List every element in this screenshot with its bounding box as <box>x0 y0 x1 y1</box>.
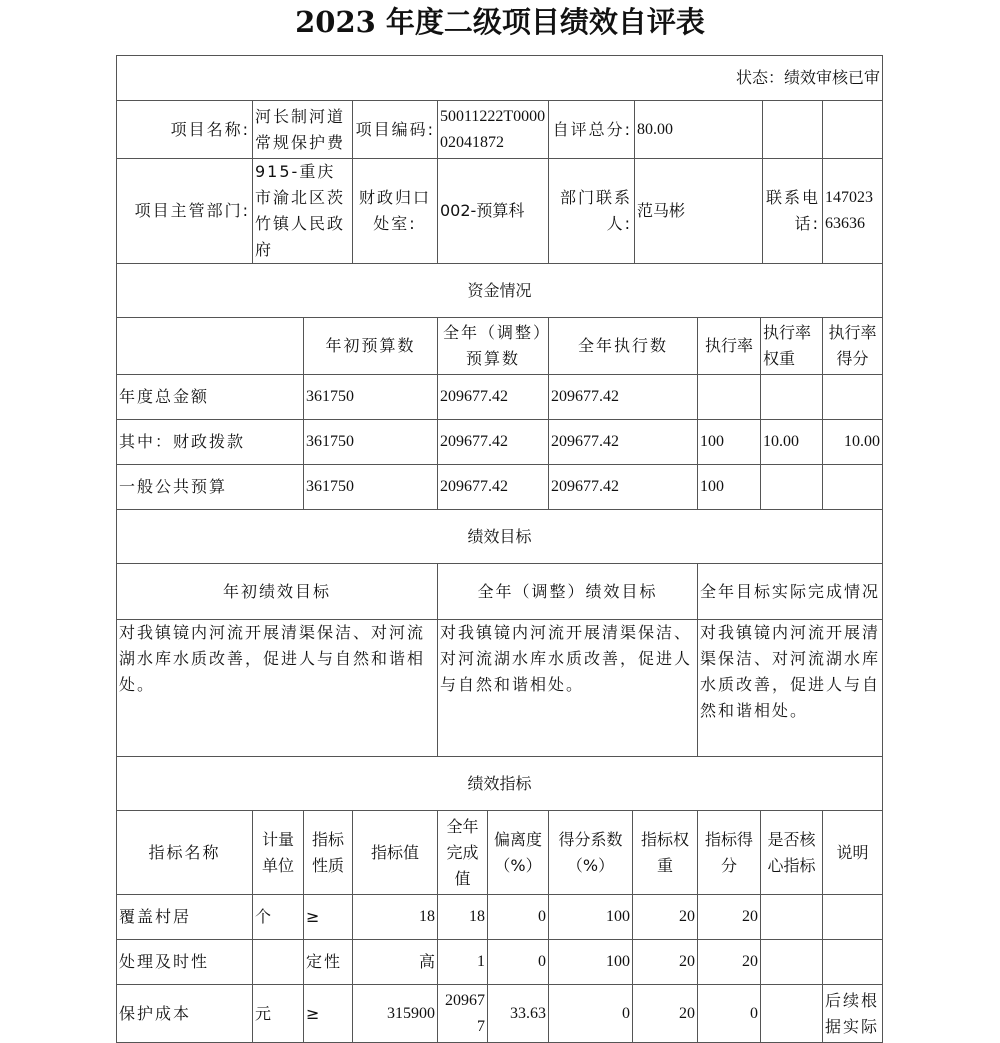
funds-header: 年初预算数 <box>304 318 438 375</box>
funds-cell: 10.00 <box>761 420 823 465</box>
indicator-cell <box>823 895 883 940</box>
indicator-cell: 20 <box>698 895 761 940</box>
funds-cell: 209677.42 <box>549 420 698 465</box>
indicators-table <box>116 756 883 1043</box>
indicator-cell: 209677 <box>438 985 488 1043</box>
indicator-cell: 33.63 <box>488 985 549 1043</box>
funds-header: 执行率得分 <box>823 318 883 375</box>
indicator-row <box>117 895 883 940</box>
indicators-header: 偏离度（%） <box>488 811 549 895</box>
funds-cell: 年度总金额 <box>117 375 304 420</box>
indicators-header: 指标得分 <box>698 811 761 895</box>
indicator-cell: 18 <box>438 895 488 940</box>
project-name-label: 项目名称: <box>117 101 253 159</box>
funds-cell <box>698 375 761 420</box>
contact-label: 部门联系人: <box>549 159 635 264</box>
indicator-cell <box>253 940 304 985</box>
funds-cell: 361750 <box>304 420 438 465</box>
funds-cell: 10.00 <box>823 420 883 465</box>
funds-cell: 209677.42 <box>438 465 549 510</box>
empty-cell <box>823 101 883 159</box>
indicators-header: 指标性质 <box>304 811 353 895</box>
indicators-header: 指标权重 <box>633 811 698 895</box>
indicators-section-title: 绩效指标 <box>117 757 883 811</box>
funds-cell: 209677.42 <box>438 375 549 420</box>
indicator-cell: 18 <box>353 895 438 940</box>
funds-cell: 100 <box>698 465 761 510</box>
funds-cell <box>761 465 823 510</box>
indicator-cell: 元 <box>253 985 304 1043</box>
goals-header: 年初绩效目标 <box>117 564 438 620</box>
project-code-value: 50011222T000002041872 <box>438 101 549 159</box>
funds-cell <box>823 465 883 510</box>
page-title: 2023 年度二级项目绩效自评表 <box>295 5 705 39</box>
funds-cell <box>823 375 883 420</box>
indicators-header: 得分系数（%） <box>549 811 633 895</box>
indicator-cell: 20 <box>633 895 698 940</box>
indicator-row <box>117 985 883 1043</box>
indicator-cell: 后续根据实际 <box>823 985 883 1043</box>
funds-cell: 其中：财政拨款 <box>117 420 304 465</box>
funds-cell: 100 <box>698 420 761 465</box>
indicator-cell: 0 <box>698 985 761 1043</box>
indicator-cell: 20 <box>633 940 698 985</box>
phone-label: 联系电话: <box>763 159 823 264</box>
funds-cell: 209677.42 <box>438 420 549 465</box>
funds-cell: 361750 <box>304 465 438 510</box>
funds-cell: 一般公共预算 <box>117 465 304 510</box>
indicators-header: 全年完成值 <box>438 811 488 895</box>
indicator-cell: 高 <box>353 940 438 985</box>
goals-header: 全年目标实际完成情况 <box>698 564 883 620</box>
indicator-cell <box>761 940 823 985</box>
project-name-value: 河长制河道常规保护费 <box>253 101 353 159</box>
indicator-row <box>117 940 883 985</box>
goal-actual: 对我镇镜内河流开展清渠保洁、对河流湖水库水质改善，促进人与自然和谐相处。 <box>698 620 883 757</box>
indicator-cell: 覆盖村居 <box>117 895 253 940</box>
empty-cell <box>763 101 823 159</box>
goals-table <box>116 509 883 757</box>
funds-header: 执行率 <box>698 318 761 375</box>
funds-row <box>117 465 883 510</box>
goal-adjusted: 对我镇镜内河流开展清渠保洁、对河流湖水库水质改善，促进人与自然和谐相处。 <box>438 620 698 757</box>
indicator-cell: 1 <box>438 940 488 985</box>
funds-header: 全年执行数 <box>549 318 698 375</box>
phone-value: 14702363636 <box>823 159 883 264</box>
status-text: 状态：绩效审核已审 <box>117 56 883 101</box>
indicators-header: 是否核心指标 <box>761 811 823 895</box>
finance-office-label: 财政归口处室: <box>353 159 438 264</box>
indicator-cell: 0 <box>488 895 549 940</box>
funds-section-title: 资金情况 <box>117 264 883 318</box>
indicators-header: 指标名称 <box>117 811 253 895</box>
score-label: 自评总分: <box>549 101 635 159</box>
indicator-cell: 处理及时性 <box>117 940 253 985</box>
project-code-label: 项目编码: <box>353 101 438 159</box>
indicator-cell: 20 <box>633 985 698 1043</box>
dept-value: 915-重庆市渝北区茨竹镇人民政府 <box>253 159 353 264</box>
funds-table <box>116 263 883 510</box>
indicators-header: 计量单位 <box>253 811 304 895</box>
goal-initial: 对我镇镜内河流开展清渠保洁、对河流湖水库水质改善，促进人与自然和谐相处。 <box>117 620 438 757</box>
indicator-cell <box>761 985 823 1043</box>
indicators-header: 说明 <box>823 811 883 895</box>
indicator-cell: ≥ <box>304 895 353 940</box>
indicator-cell: 20 <box>698 940 761 985</box>
indicator-cell: 0 <box>488 940 549 985</box>
indicator-cell <box>761 895 823 940</box>
score-value: 80.00 <box>635 101 763 159</box>
funds-header: 执行率权重 <box>761 318 823 375</box>
info-table <box>116 55 883 264</box>
funds-row <box>117 420 883 465</box>
indicator-cell: 保护成本 <box>117 985 253 1043</box>
funds-header <box>117 318 304 375</box>
indicator-cell: 定性 <box>304 940 353 985</box>
indicator-cell: 0 <box>549 985 633 1043</box>
goals-section-title: 绩效目标 <box>117 510 883 564</box>
indicator-cell: 100 <box>549 895 633 940</box>
indicator-cell: 个 <box>253 895 304 940</box>
dept-label: 项目主管部门: <box>117 159 253 264</box>
contact-value: 范马彬 <box>635 159 763 264</box>
goals-header: 全年（调整）绩效目标 <box>438 564 698 620</box>
funds-cell: 361750 <box>304 375 438 420</box>
indicator-cell <box>823 940 883 985</box>
funds-header: 全年（调整）预算数 <box>438 318 549 375</box>
funds-cell: 209677.42 <box>549 465 698 510</box>
finance-office-value: 002-预算科 <box>438 159 549 264</box>
indicator-cell: ≥ <box>304 985 353 1043</box>
funds-cell: 209677.42 <box>549 375 698 420</box>
funds-row <box>117 375 883 420</box>
funds-cell <box>761 375 823 420</box>
indicator-cell: 100 <box>549 940 633 985</box>
indicator-cell: 315900 <box>353 985 438 1043</box>
indicators-header: 指标值 <box>353 811 438 895</box>
evaluation-sheet <box>116 55 882 1043</box>
